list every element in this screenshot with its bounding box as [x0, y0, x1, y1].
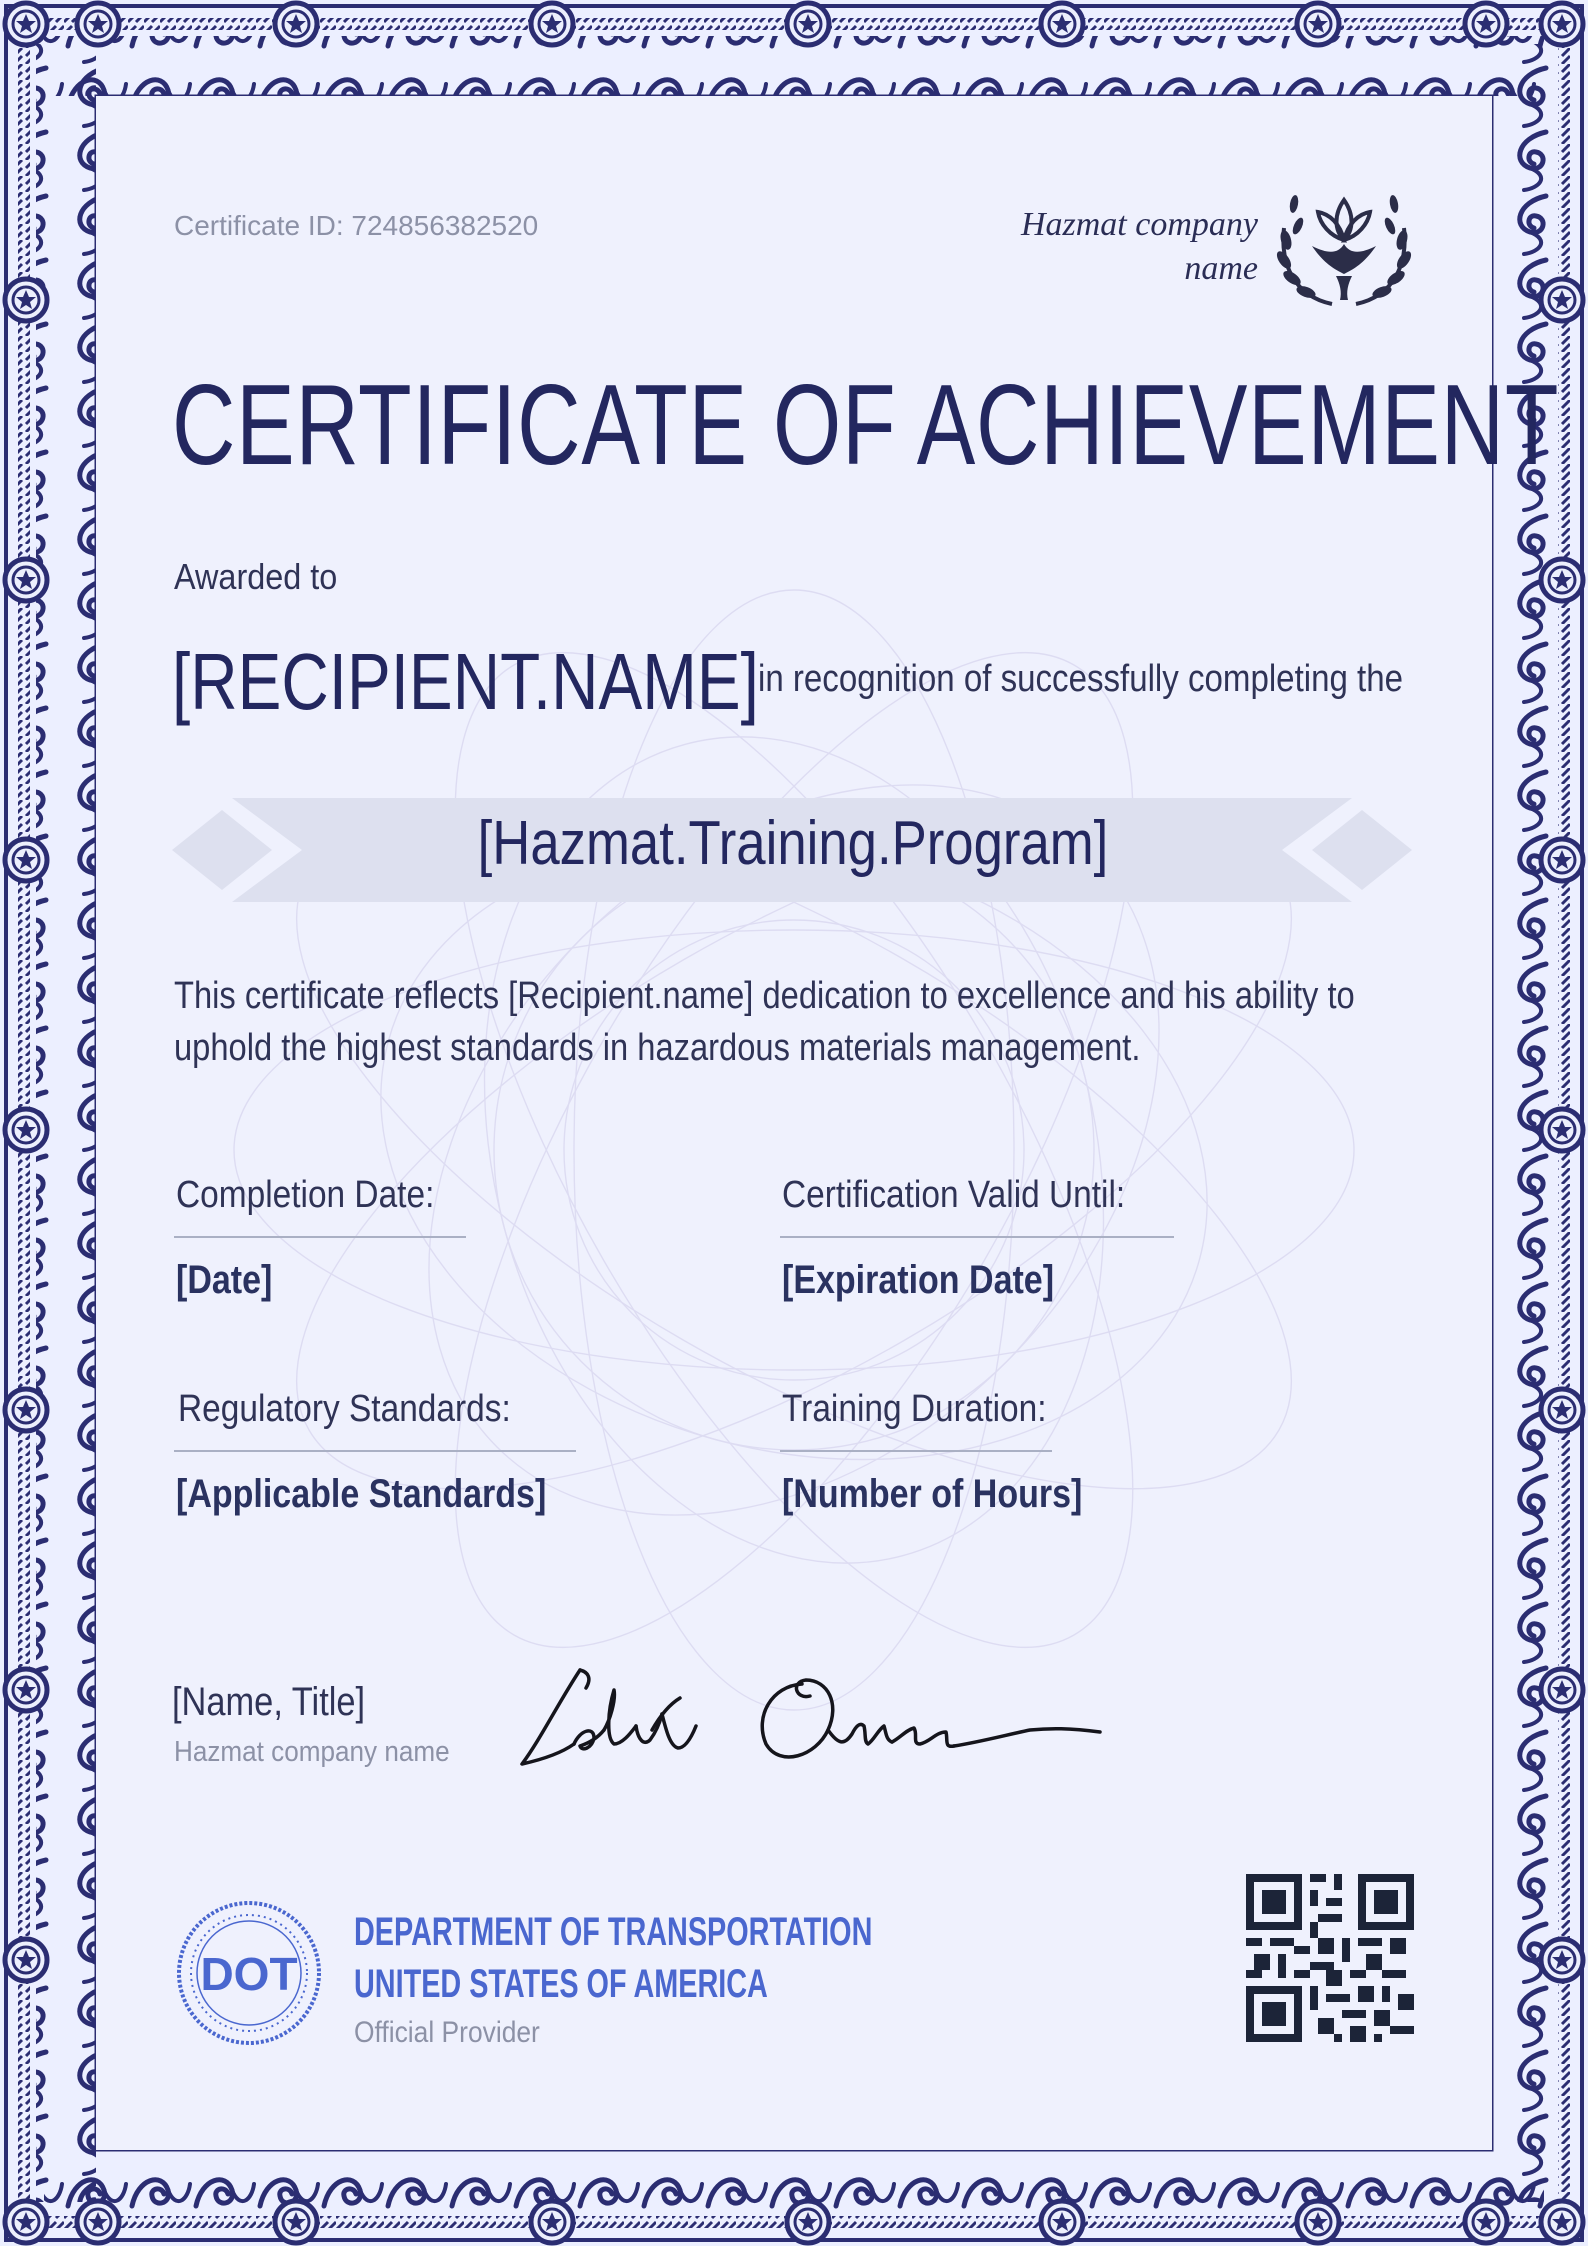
awarded-to-label: Awarded to [174, 556, 338, 597]
provider-country: UNITED STATES OF AMERICA [354, 1962, 768, 2006]
company-name-header: Hazmat company name [1020, 206, 1258, 287]
valid-until-label: Certification Valid Until: [782, 1174, 1126, 1216]
training-duration-label: Training Duration: [782, 1388, 1047, 1430]
regulatory-standards-divider [174, 1450, 576, 1452]
certificate-title: CERTIFICATE OF ACHIEVEMENT [172, 362, 1560, 489]
dot-official-stamp [174, 1898, 324, 2048]
valid-until-divider [780, 1236, 1174, 1238]
training-program-name: [Hazmat.Training.Program] [477, 809, 1109, 878]
valid-until-value: [Expiration Date] [782, 1258, 1055, 1302]
provider-role: Official Provider [354, 2016, 540, 2049]
training-duration-value: [Number of Hours] [782, 1472, 1083, 1516]
completion-date-value: [Date] [176, 1258, 273, 1302]
provider-department: DEPARTMENT OF TRANSPORTATION [354, 1910, 873, 1954]
training-duration-divider [780, 1450, 1052, 1452]
recipient-name: [RECIPIENT.NAME] [172, 637, 759, 726]
certificate-description: This certificate reflects [Recipient.name] dedication to excellence and his ability to uphold the highest standards in hazardous materials management. [174, 975, 1355, 1069]
completion-date-divider [174, 1236, 466, 1238]
signatory-name-title: [Name, Title] [172, 1680, 366, 1724]
qr-code[interactable] [1246, 1874, 1414, 2042]
signatory-company: Hazmat company name [174, 1736, 450, 1768]
lotus-laurel-emblem-icon [1272, 180, 1416, 314]
recognition-text: in recognition of successfully completing the [758, 658, 1404, 700]
certificate-id: Certificate ID: 724856382520 [174, 210, 539, 241]
handwritten-signature [510, 1660, 1110, 1780]
regulatory-standards-label: Regulatory Standards: [178, 1388, 511, 1430]
stamp-text: DOT [200, 1948, 298, 2000]
regulatory-standards-value: [Applicable Standards] [176, 1472, 547, 1516]
completion-date-label: Completion Date: [176, 1174, 435, 1216]
